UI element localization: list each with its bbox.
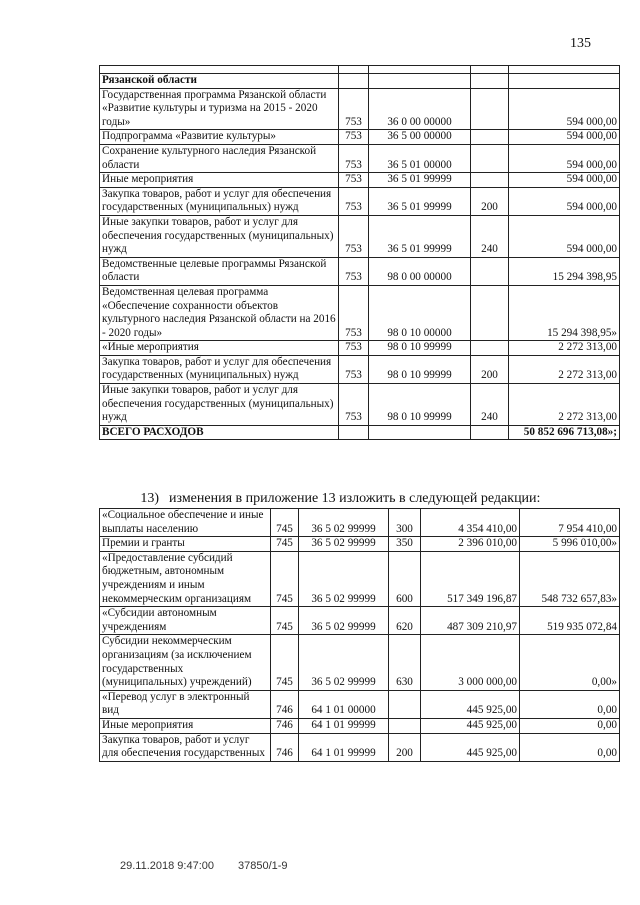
table-row — [100, 144, 620, 172]
cell-csr: 36 0 00 00000 — [369, 88, 471, 130]
footer-doc-id: 37850/1-9 — [238, 860, 288, 872]
cell-vr — [471, 257, 509, 285]
table-row — [100, 718, 620, 733]
table-row — [100, 74, 620, 89]
cell-vr — [471, 74, 509, 89]
cell-sum: 2 272 313,00 — [509, 355, 620, 383]
document-footer — [120, 860, 288, 872]
cell-csr: 36 5 01 99999 — [369, 173, 471, 188]
cell-sum2: 0,00» — [520, 635, 620, 690]
cell-vr — [471, 285, 509, 340]
cell-gr: 745 — [271, 635, 299, 690]
cell-name: «Перевод услуг в электронный вид — [100, 690, 271, 718]
table-row-top-edge — [100, 66, 620, 74]
cell-csr: 36 5 02 99999 — [299, 607, 389, 635]
cell-name: «Иные мероприятия — [100, 341, 339, 356]
cell-sum: 594 000,00 — [509, 187, 620, 215]
cell-csr: 98 0 10 00000 — [369, 285, 471, 340]
table-row — [100, 635, 620, 690]
cell-csr: 98 0 10 99999 — [369, 341, 471, 356]
cell-sum1: 445 925,00 — [421, 733, 520, 761]
cell-csr: 36 5 02 99999 — [299, 537, 389, 552]
table-row — [100, 537, 620, 552]
cell-vr: 240 — [471, 384, 509, 426]
cell-vr: 200 — [389, 733, 421, 761]
cell-gr — [339, 425, 369, 440]
table-row — [100, 257, 620, 285]
table-row — [100, 88, 620, 130]
cell-sum: 594 000,00 — [509, 173, 620, 188]
cell-gr: 745 — [271, 509, 299, 537]
cell-name: Иные закупки товаров, работ и услуг для обеспечения государственных (муниципальных) нужд — [100, 215, 339, 257]
table-row — [100, 690, 620, 718]
cell-vr: 240 — [471, 215, 509, 257]
cell-sum2: 5 996 010,00» — [520, 537, 620, 552]
cell-name: Государственная программа Рязанской области «Развитие культуры и туризма на 2015 - 2020 годы» — [100, 88, 339, 130]
cell-vr: 350 — [389, 537, 421, 552]
budget-table-appendix-13 — [99, 508, 620, 762]
cell-sum: 594 000,00 — [509, 130, 620, 145]
cell-csr — [369, 425, 471, 440]
cell-sum1: 4 354 410,00 — [421, 509, 520, 537]
cell-name: «Социальное обеспечение и иные выплаты населению — [100, 509, 271, 537]
cell-name: Закупка товаров, работ и услуг для обеспечения государственных (муниципальных) нужд — [100, 355, 339, 383]
table-row — [100, 509, 620, 537]
table-row — [100, 341, 620, 356]
cell-gr: 753 — [339, 257, 369, 285]
cell-csr: 36 5 02 99999 — [299, 551, 389, 606]
cell-gr: 753 — [339, 384, 369, 426]
table-row — [100, 130, 620, 145]
cell-gr: 746 — [271, 718, 299, 733]
cell-gr: 753 — [339, 187, 369, 215]
cell-sum2: 7 954 410,00 — [520, 509, 620, 537]
cell-gr: 746 — [271, 690, 299, 718]
cell-csr: 64 1 01 99999 — [299, 718, 389, 733]
cell-vr — [471, 341, 509, 356]
cell-sum: 15 294 398,95» — [509, 285, 620, 340]
cell-csr — [369, 74, 471, 89]
budget-table-appendix — [99, 65, 620, 440]
cell-sum: 50 852 696 713,08»; — [509, 425, 620, 440]
cell-name: Иные мероприятия — [100, 718, 271, 733]
cell-vr — [471, 88, 509, 130]
cell-sum1: 3 000 000,00 — [421, 635, 520, 690]
cell-csr: 64 1 01 99999 — [299, 733, 389, 761]
cell-name: «Предоставление субсидий бюджетным, автономным учреждениям и иным некоммерческим организациям — [100, 551, 271, 606]
cell-csr: 98 0 10 99999 — [369, 355, 471, 383]
cell-csr: 98 0 00 00000 — [369, 257, 471, 285]
cell-sum2: 0,00 — [520, 718, 620, 733]
cell-sum2: 548 732 657,83» — [520, 551, 620, 606]
budget-table-appendix-body — [100, 66, 620, 440]
cell-csr: 36 5 02 99999 — [299, 635, 389, 690]
table-row — [100, 355, 620, 383]
cell-sum: 594 000,00 — [509, 215, 620, 257]
cell-vr — [389, 718, 421, 733]
cell-name: Иные закупки товаров, работ и услуг для обеспечения государственных (муниципальных) нужд — [100, 384, 339, 426]
page-number: 135 — [570, 36, 591, 51]
cell-vr — [471, 173, 509, 188]
cell-name: Иные мероприятия — [100, 173, 339, 188]
cell-sum1: 445 925,00 — [421, 690, 520, 718]
cell-name: ВСЕГО РАСХОДОВ — [100, 425, 339, 440]
cell-csr: 36 5 01 00000 — [369, 144, 471, 172]
cell-sum: 15 294 398,95 — [509, 257, 620, 285]
cell-gr: 753 — [339, 88, 369, 130]
cell-sum: 594 000,00 — [509, 144, 620, 172]
cell-name: Закупка товаров, работ и услуг для обеспечения государственных (муниципальных) нужд — [100, 187, 339, 215]
table-row — [100, 551, 620, 606]
cell-csr: 36 5 00 00000 — [369, 130, 471, 145]
table-row — [100, 384, 620, 426]
cell-sum1: 445 925,00 — [421, 718, 520, 733]
cell-gr: 753 — [339, 215, 369, 257]
cell-vr: 200 — [471, 355, 509, 383]
cell-gr — [339, 74, 369, 89]
cell-vr — [471, 144, 509, 172]
table-row — [100, 733, 620, 761]
cell-sum: 2 272 313,00 — [509, 341, 620, 356]
cell-gr: 746 — [271, 733, 299, 761]
cell-sum2: 0,00 — [520, 690, 620, 718]
cell-name: Ведомственные целевые программы Рязанской области — [100, 257, 339, 285]
cell-vr: 620 — [389, 607, 421, 635]
cell-name: «Субсидии автономным учреждениям — [100, 607, 271, 635]
cell-csr: 36 5 01 99999 — [369, 215, 471, 257]
cell-gr: 753 — [339, 173, 369, 188]
cell-vr: 630 — [389, 635, 421, 690]
cell-gr: 753 — [339, 341, 369, 356]
cell-gr: 745 — [271, 537, 299, 552]
table-row — [100, 215, 620, 257]
table-row — [100, 285, 620, 340]
cell-csr: 98 0 10 99999 — [369, 384, 471, 426]
cell-sum — [509, 74, 620, 89]
cell-name: Рязанской области — [100, 74, 339, 89]
cell-sum1: 487 309 210,97 — [421, 607, 520, 635]
cell-gr: 753 — [339, 144, 369, 172]
cell-name: Премии и гранты — [100, 537, 271, 552]
cell-name: Сохранение культурного наследия Рязанской области — [100, 144, 339, 172]
cell-vr — [471, 130, 509, 145]
cell-sum2: 0,00 — [520, 733, 620, 761]
cell-name: Ведомственная целевая программа «Обеспечение сохранности объектов культурного наследия Рязанской области на 2016 - 2020 годы» — [100, 285, 339, 340]
cell-sum: 594 000,00 — [509, 88, 620, 130]
table-row — [100, 425, 620, 440]
cell-gr: 753 — [339, 285, 369, 340]
cell-sum2: 519 935 072,84 — [520, 607, 620, 635]
cell-vr: 600 — [389, 551, 421, 606]
cell-vr — [389, 690, 421, 718]
cell-gr: 745 — [271, 607, 299, 635]
budget-table-appendix-13-body — [100, 509, 620, 762]
cell-csr: 64 1 01 00000 — [299, 690, 389, 718]
table-row — [100, 173, 620, 188]
cell-vr: 200 — [471, 187, 509, 215]
cell-gr: 753 — [339, 130, 369, 145]
cell-gr: 753 — [339, 355, 369, 383]
cell-vr: 300 — [389, 509, 421, 537]
cell-csr: 36 5 01 99999 — [369, 187, 471, 215]
cell-name: Субсидии некоммерческим организациям (за исключением государственных (муниципальных) учреждений) — [100, 635, 271, 690]
cell-vr — [471, 425, 509, 440]
cell-name: Закупка товаров, работ и услуг для обеспечения государственных — [100, 733, 271, 761]
table-row — [100, 607, 620, 635]
footer-timestamp: 29.11.2018 9:47:00 — [120, 860, 214, 872]
cell-sum1: 2 396 010,00 — [421, 537, 520, 552]
section-number: 13) — [140, 491, 159, 506]
cell-name: Подпрограмма «Развитие культуры» — [100, 130, 339, 145]
cell-sum: 2 272 313,00 — [509, 384, 620, 426]
table-row — [100, 187, 620, 215]
section-text: изменения в приложение 13 изложить в следующей редакции: — [169, 491, 541, 506]
section-heading — [99, 490, 619, 507]
cell-csr: 36 5 02 99999 — [299, 509, 389, 537]
cell-sum1: 517 349 196,87 — [421, 551, 520, 606]
cell-gr: 745 — [271, 551, 299, 606]
